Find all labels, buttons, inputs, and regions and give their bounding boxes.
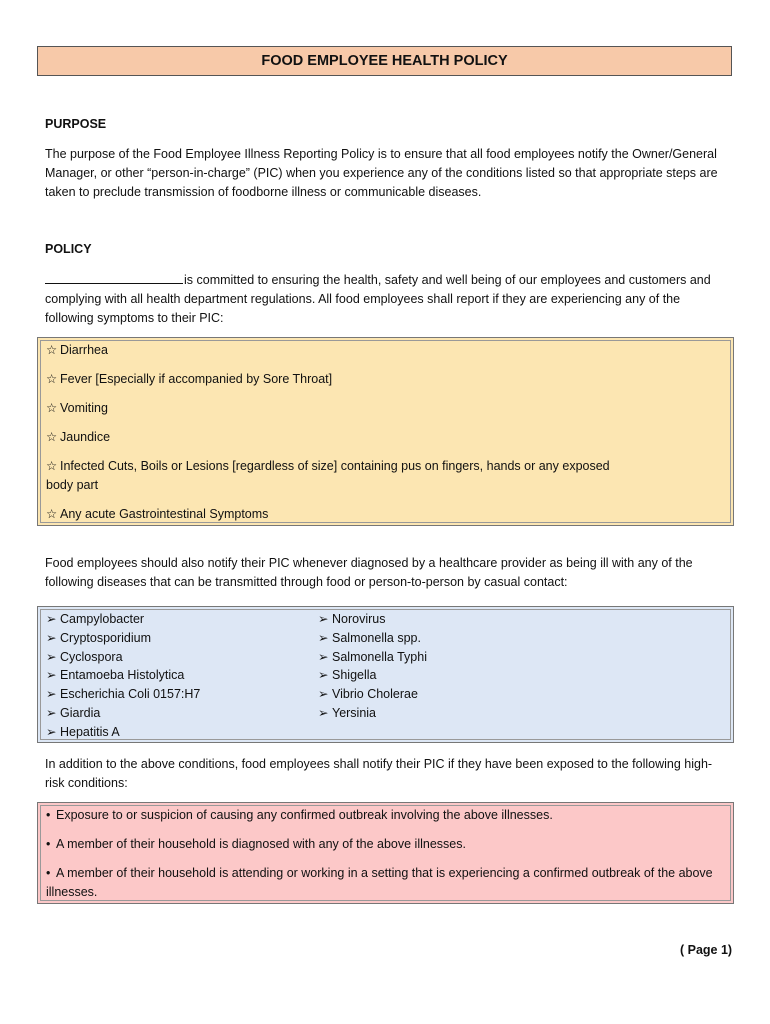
arrowhead-icon: ➢ xyxy=(46,630,57,645)
arrowhead-icon: ➢ xyxy=(46,668,57,683)
exposure-intro: In addition to the above conditions, food employees shall notify their PIC if they have been exposed to the following high-risk conditions: xyxy=(45,757,713,790)
symptoms-box xyxy=(37,337,734,526)
bullet-icon: • xyxy=(46,866,51,880)
disease-item: ➢ Cyclospora xyxy=(46,648,318,667)
diseases-left-column xyxy=(46,610,318,742)
arrowhead-icon: ➢ xyxy=(46,705,57,720)
arrowhead-icon: ➢ xyxy=(46,724,57,739)
star-icon: ☆ xyxy=(46,401,58,415)
star-icon: ☆ xyxy=(46,507,58,521)
symptom-item: ☆ Any acute Gastrointestinal Symptoms xyxy=(46,505,725,524)
page-number: ( Page 1) xyxy=(680,943,733,957)
title-banner xyxy=(37,46,732,76)
bullet-icon: • xyxy=(46,837,51,851)
diseases-right-column xyxy=(318,610,590,742)
company-name-blank[interactable] xyxy=(45,270,183,284)
disease-item: ➢ Hepatitis A xyxy=(46,723,318,742)
exposure-item: • Exposure to or suspicion of causing any confirmed outbreak involving the above illnesses. xyxy=(46,806,725,825)
star-icon: ☆ xyxy=(46,430,58,444)
disease-item: ➢ Yersinia xyxy=(318,704,590,723)
symptom-item: ☆ Fever [Especially if accompanied by Sore Throat] xyxy=(46,370,725,389)
diseases-intro: Food employees should also notify their PIC whenever diagnosed by a healthcare provider as being ill with any of the following diseases that can be transmitted through food or person-to-person by casual contact: xyxy=(45,556,693,589)
diseases-box xyxy=(37,606,734,743)
disease-item: ➢ Salmonella spp. xyxy=(318,629,590,648)
disease-item: ➢ Norovirus xyxy=(318,610,590,629)
bullet-icon: • xyxy=(46,808,51,822)
disease-item: ➢ Vibrio Cholerae xyxy=(318,685,590,704)
symptom-item: ☆ Infected Cuts, Boils or Lesions [regardless of size] containing pus on fingers, hands or any exposed body part xyxy=(46,459,610,492)
arrowhead-icon: ➢ xyxy=(318,705,329,720)
star-icon: ☆ xyxy=(46,459,58,473)
disease-item: ➢ Campylobacter xyxy=(46,610,318,629)
disease-item: ➢ Shigella xyxy=(318,666,590,685)
purpose-heading: PURPOSE xyxy=(45,117,107,131)
policy-heading: POLICY xyxy=(45,242,92,256)
symptom-item: ☆ Vomiting xyxy=(46,399,725,418)
exposure-item: • A member of their household is attending or working in a setting that is experiencing a confirmed outbreak of the above illnesses. xyxy=(46,866,713,899)
policy-paragraph xyxy=(45,270,725,328)
disease-item: ➢ Giardia xyxy=(46,704,318,723)
arrowhead-icon: ➢ xyxy=(318,630,329,645)
disease-item: ➢ Entamoeba Histolytica xyxy=(46,666,318,685)
exposures-box xyxy=(37,802,734,904)
page-title: FOOD EMPLOYEE HEALTH POLICY xyxy=(261,53,508,69)
star-icon: ☆ xyxy=(46,372,58,386)
purpose-text: The purpose of the Food Employee Illness Reporting Policy is to ensure that all food employees notify the Owner/General Manager, or other “person-in-charge” (PIC) when you experience any of the conditions listed so that appropriate steps are taken to preclude transmission of foodborne illness or communicable diseases. xyxy=(45,147,718,199)
disease-item: ➢ Cryptosporidium xyxy=(46,629,318,648)
symptom-item: ☆ Jaundice xyxy=(46,428,725,447)
policy-text: is committed to ensuring the health, safety and well being of our employees and customers and complying with all health department regulations. All food employees shall report if they are experiencing any of the following symptoms to their PIC: xyxy=(45,273,711,325)
arrowhead-icon: ➢ xyxy=(318,649,329,664)
arrowhead-icon: ➢ xyxy=(318,687,329,702)
arrowhead-icon: ➢ xyxy=(46,612,57,626)
arrowhead-icon: ➢ xyxy=(318,668,329,683)
arrowhead-icon: ➢ xyxy=(46,649,57,664)
star-icon: ☆ xyxy=(46,343,58,357)
symptom-item: ☆ Diarrhea xyxy=(46,341,725,360)
exposure-item: • A member of their household is diagnosed with any of the above illnesses. xyxy=(46,835,725,854)
arrowhead-icon: ➢ xyxy=(318,612,329,626)
arrowhead-icon: ➢ xyxy=(46,687,57,702)
disease-item: ➢ Escherichia Coli 0157:H7 xyxy=(46,685,318,704)
disease-item: ➢ Salmonella Typhi xyxy=(318,648,590,667)
